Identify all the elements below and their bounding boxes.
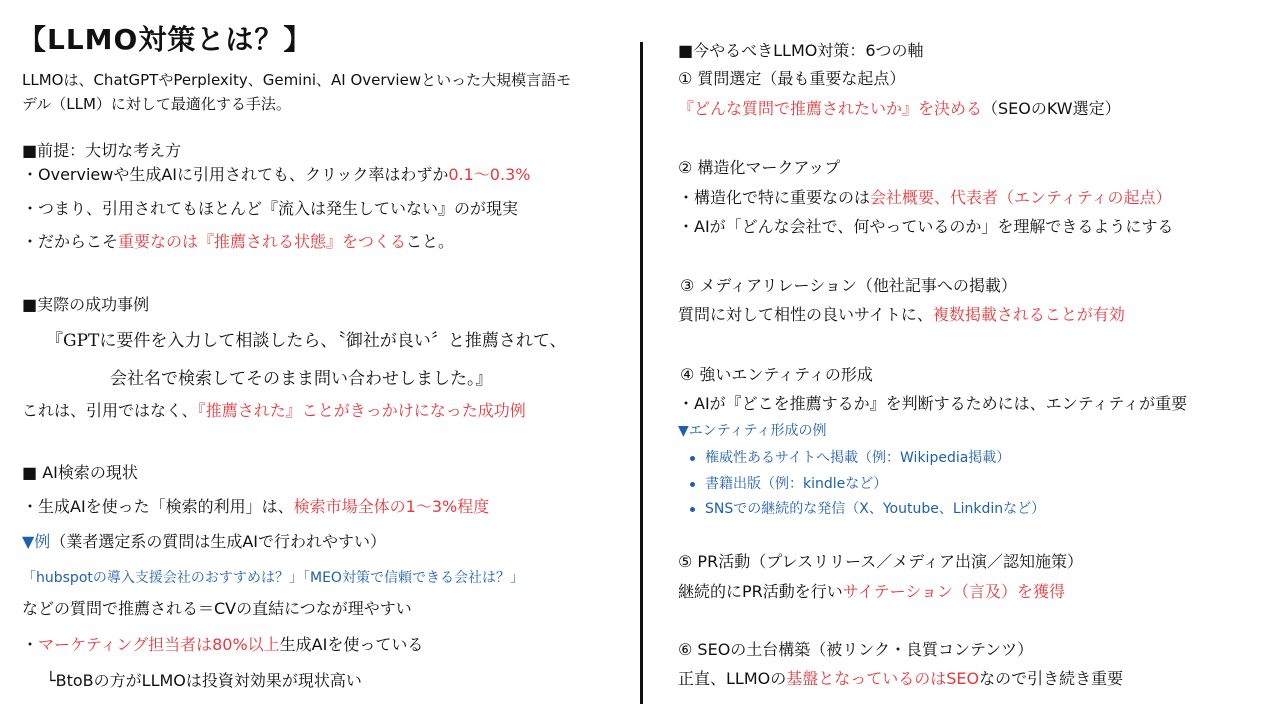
status-bullet-2-dot: ・ xyxy=(22,635,39,654)
status-example-paren: （業者選定系の質問は生成AIで行われやすい） xyxy=(50,532,386,551)
axis-2-bullet-1 xyxy=(678,189,1171,207)
axis-6-pre: 正直、LLMOの xyxy=(678,669,787,688)
axis-6-line xyxy=(678,670,1123,688)
axis-4-example-heading: ▼エンティティ形成の例 xyxy=(678,423,827,439)
axis-2-bullet-1-highlight: 会社概要、代表者（エンティティの起点） xyxy=(870,188,1172,207)
bullet-dot-icon xyxy=(690,507,695,512)
axis-3-pre: 質問に対して相性の良いサイトに、 xyxy=(678,305,933,324)
axis-6-post: なので引き続き重要 xyxy=(979,669,1124,688)
right-heading: ■今やるべきLLMO対策：6つの軸 xyxy=(678,41,924,60)
premise-heading: ■前提：大切な考え方 xyxy=(22,141,182,160)
intro-line-2: デル（LLM）に対して最適化する手法。 xyxy=(22,95,291,113)
list-item xyxy=(690,476,887,492)
axis-2-title: ② 構造化マークアップ xyxy=(678,158,841,177)
case-note-pre: これは、引用ではなく、 xyxy=(22,401,198,420)
axis-6-title: ⑥ SEOの土台構築（被リンク・良質コンテンツ） xyxy=(678,640,1034,659)
premise-bullet-3-pre: ・だからこそ xyxy=(22,232,119,251)
column-divider xyxy=(640,42,643,704)
axis-4-example-2: 書籍出版（例：kindleなど） xyxy=(705,476,888,492)
axis-1-title: ① 質問選定（最も重要な起点） xyxy=(678,69,906,88)
bullet-dot-icon xyxy=(690,482,695,487)
status-example-heading: ▼例 xyxy=(22,532,51,551)
axis-1-line xyxy=(678,100,1121,118)
list-item xyxy=(690,501,1045,517)
axis-1-highlight: 『どんな質問で推薦されたいか』を決める xyxy=(678,99,983,118)
case-quote-line-1: 『GPTに要件を入力して相談したら、〝御社が良い〞と推薦されて、 xyxy=(46,331,567,351)
axis-6-highlight: 基盤となっているのはSEO xyxy=(786,669,980,688)
case-heading: ■実際の成功事例 xyxy=(22,295,150,314)
axis-3-title: ③ メディアリレーション（他社記事への掲載） xyxy=(680,276,1017,295)
status-bullet-2-post: 生成AIを使っている xyxy=(279,635,424,654)
intro-line-1: LLMOは、ChatGPTやPerplexity、Gemini、AI Overviewといった大規模言語モ xyxy=(22,71,572,89)
axis-5-line xyxy=(678,583,1065,601)
status-bullet-1 xyxy=(22,498,489,516)
premise-bullet-1 xyxy=(22,166,530,184)
status-bullet-3: └BtoBの方がLLMOは投資対効果が現状高い xyxy=(46,671,362,690)
axis-4-bullet-1: ・AIが『どこを推薦するか』を判断するためには、エンティティが重要 xyxy=(678,394,1188,413)
axis-4-example-3: SNSでの継続的な発信（X、Youtube、Linkdinなど） xyxy=(705,501,1046,517)
status-cv-line: などの質問で推薦される＝CVの直結につなが理やすい xyxy=(22,599,412,618)
axis-5-pre: 継続的にPR活動を行い xyxy=(678,582,843,601)
axis-2-bullet-2: ・AIが「どんな会社で、何やっているのか」を理解できるようにする xyxy=(678,217,1174,236)
axis-3-highlight: 複数掲載されることが有効 xyxy=(932,305,1125,324)
axis-2-bullet-1-pre: ・構造化で特に重要なのは xyxy=(678,188,871,207)
premise-bullet-1-text: ・Overviewや生成AIに引用されても、クリック率はわずか xyxy=(22,165,449,184)
axis-4-example-1: 権威性あるサイトへ掲載（例：Wikipedia掲載） xyxy=(705,450,1011,466)
status-bullet-2-highlight: マーケティング担当者は80%以上 xyxy=(38,635,280,654)
status-example-line xyxy=(22,533,386,551)
premise-bullet-2: ・つまり、引用されてもほとんど『流入は発生していない』のが現実 xyxy=(22,199,519,218)
list-item xyxy=(690,450,1010,466)
status-bullet-1-pre: ・生成AIを使った「検索的利用」は、 xyxy=(22,497,294,516)
click-rate-highlight: 0.1〜0.3% xyxy=(448,165,531,184)
status-bullet-1-highlight: 検索市場全体の1〜3%程度 xyxy=(293,497,490,516)
page-title: 【LLMO対策とは？】 xyxy=(18,23,313,56)
case-note-highlight: 『推薦された』ことがきっかけになった成功例 xyxy=(197,401,526,420)
premise-bullet-3-highlight: 重要なのは『推薦される状態』をつくる xyxy=(118,232,407,251)
status-example-queries: 「hubspotの導入支援会社のおすすめは？」「MEO対策で信頼できる会社は？」 xyxy=(22,570,524,586)
axis-5-highlight: サイテーション（言及）を獲得 xyxy=(842,582,1066,601)
bullet-dot-icon xyxy=(690,456,695,461)
premise-bullet-3 xyxy=(22,233,454,251)
case-quote-line-2: 会社名で検索してそのまま問い合わせしました。』 xyxy=(110,369,493,389)
axis-3-line xyxy=(678,306,1125,324)
status-heading: ■ AI検索の現状 xyxy=(22,463,138,482)
status-bullet-2 xyxy=(22,636,423,654)
axis-1-post: （SEOのKW選定） xyxy=(982,99,1121,118)
case-note xyxy=(22,402,526,420)
axis-5-title: ⑤ PR活動（プレスリリース／メディア出演／認知施策） xyxy=(678,552,1083,571)
premise-bullet-3-post: こと。 xyxy=(406,232,455,251)
axis-4-title: ④ 強いエンティティの形成 xyxy=(680,365,873,384)
